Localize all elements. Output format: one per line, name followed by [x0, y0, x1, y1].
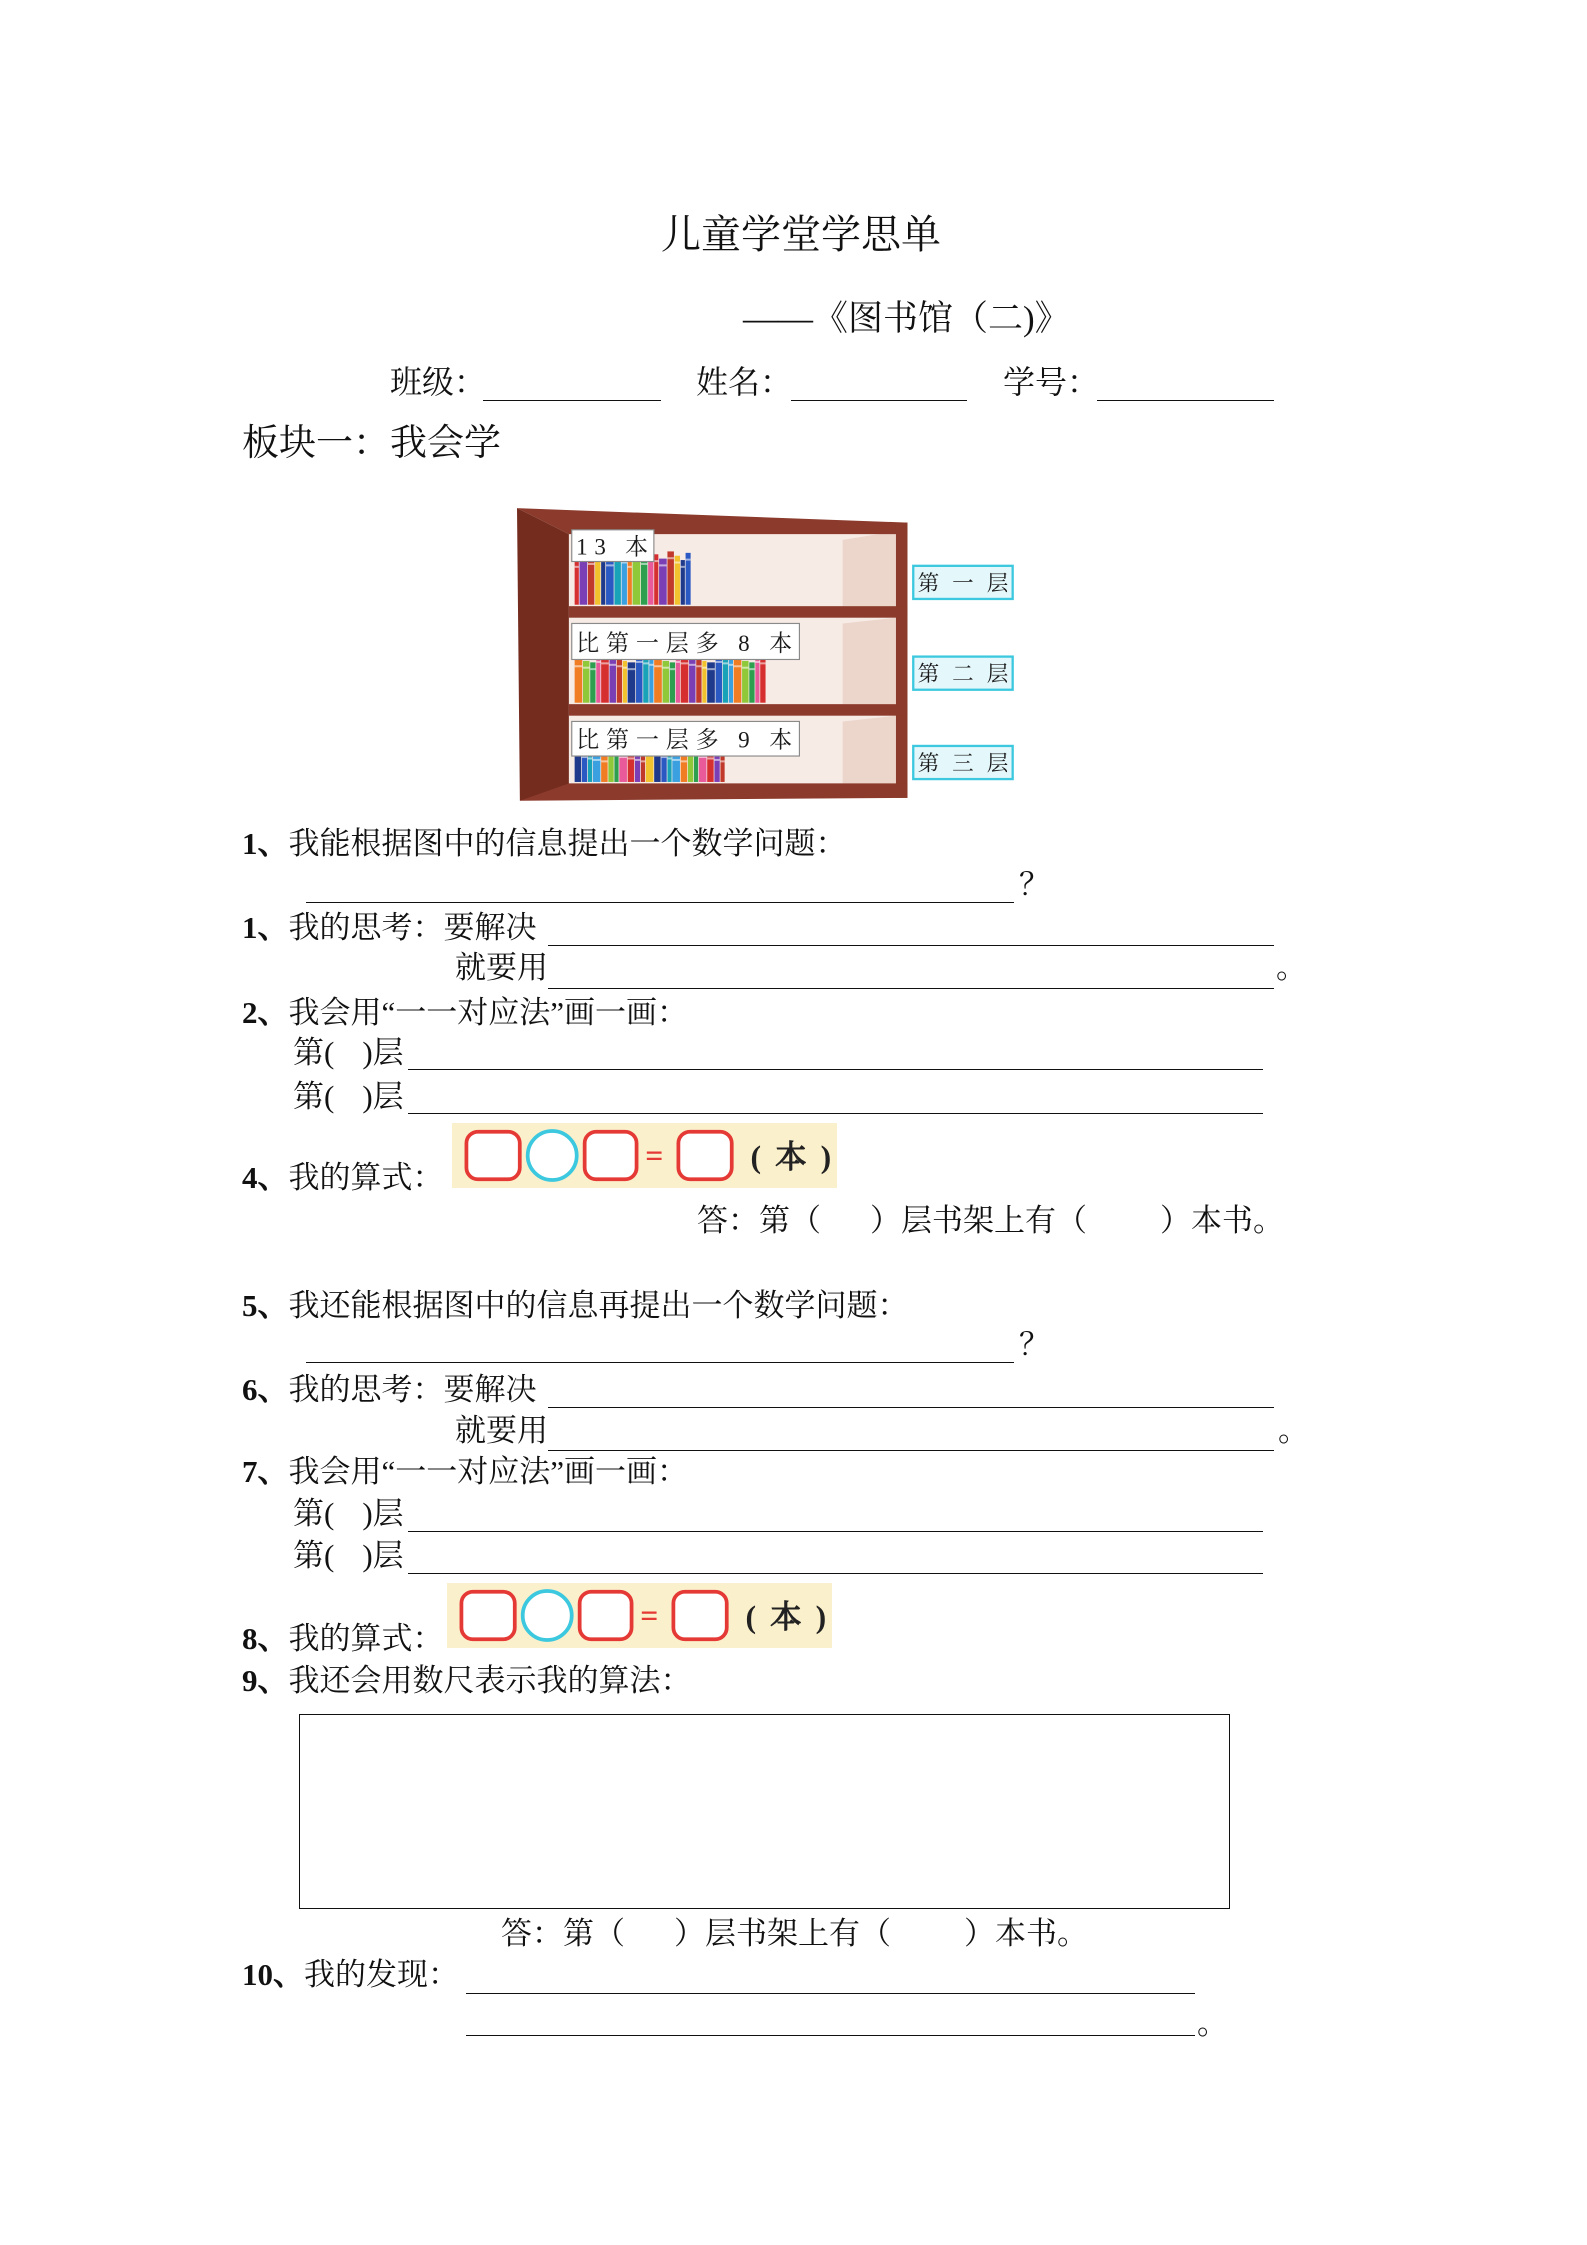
shelf-3-count-text: 比第一层多 9 本 [576, 726, 793, 753]
book-spine-band [676, 661, 680, 663]
book-spine-band [588, 563, 594, 565]
question-5 [242, 1290, 909, 1322]
question-text: 我的算式： [288, 1621, 444, 1656]
drawing-line [408, 1113, 1263, 1114]
operator-circle [528, 1131, 577, 1180]
book-spine-band [636, 661, 642, 663]
book-spine-band [670, 668, 675, 670]
book-spine-band [720, 760, 724, 762]
book-spine-band [696, 665, 701, 667]
book-spine [635, 753, 640, 782]
thinking-prompt [242, 912, 537, 944]
class-label: 班级： [390, 364, 487, 400]
drawing-line [408, 1573, 1263, 1574]
discovery-prompt [242, 1959, 459, 1991]
book-spine-band [575, 665, 583, 667]
question-text: 我还会用数尺表示我的算法： [288, 1663, 692, 1698]
question-answer-blank [306, 902, 1014, 903]
shelf-left-panel [517, 508, 569, 801]
answer-text: ）层书架上有（ [870, 1203, 1087, 1238]
shelf-right-edge [896, 523, 908, 798]
drawing-line [408, 1069, 1263, 1070]
method-blank [548, 988, 1274, 989]
book-spine [601, 755, 607, 782]
question-number: 5、 [242, 1288, 289, 1323]
book-spine-band [742, 667, 748, 669]
book-spine-band [729, 664, 733, 666]
use-label: 就要用 [455, 950, 548, 985]
shelf-2-count-text: 比第一层多 8 本 [576, 629, 793, 656]
book-spine [714, 753, 719, 782]
discovery-blank [466, 2035, 1195, 2036]
book-spine-band [702, 667, 706, 669]
drawing-line [408, 1531, 1263, 1532]
book-spine-band [575, 566, 579, 568]
formula-svg [447, 1583, 832, 1648]
book-spine-band [707, 757, 713, 759]
question-number: 2、 [242, 995, 289, 1030]
equals-sign: = [645, 1138, 664, 1174]
name-blank [791, 400, 967, 401]
book-spine-band [583, 667, 589, 669]
period-mark: 。 [1197, 2006, 1228, 2041]
question-number: 7、 [242, 1454, 289, 1489]
book-spine-band [623, 667, 627, 669]
question-1 [242, 828, 847, 860]
worksheet-subtitle: ——《图书馆（二)》 [743, 299, 1070, 338]
book-spine-band [755, 661, 759, 663]
formula-prompt [242, 1162, 444, 1194]
question-number: 1、 [242, 910, 289, 945]
question-text: 我的发现： [304, 1957, 459, 1992]
question-text: 我还能根据图中的信息再提出一个数学问题： [288, 1288, 909, 1323]
equals-sign: = [640, 1598, 659, 1634]
question-text: 我的思考：要解决 [288, 910, 537, 945]
book-spine [593, 753, 601, 782]
question-number: 6、 [242, 1372, 289, 1407]
worksheet-title: 儿童学堂学思单 [661, 212, 941, 257]
answer-sentence [697, 1205, 1284, 1237]
floor-2-label: 第二层 [917, 662, 1009, 687]
book-spine-band [641, 760, 645, 762]
book-spine-band [760, 662, 765, 664]
number-box [466, 1132, 519, 1180]
book-spine-band [714, 759, 719, 761]
book-spine-band [610, 664, 616, 666]
question-number: 4、 [242, 1160, 289, 1195]
book-spine-band [606, 564, 614, 566]
book-spine [641, 755, 645, 782]
formula-template [452, 1123, 837, 1188]
book-spine-band [681, 566, 685, 568]
question-mark: ？ [1019, 1327, 1050, 1362]
book-spine-band [588, 757, 592, 759]
book-spine-band [659, 564, 667, 566]
floor-suffix: )层 [362, 1035, 404, 1070]
floor-prefix: 第( [293, 1035, 335, 1070]
floor-blank-row [293, 1037, 404, 1069]
number-box [461, 1592, 514, 1640]
answer-sentence [501, 1918, 1088, 1950]
answer-text: ）层书架上有（ [674, 1916, 891, 1951]
floor-prefix: 第( [293, 1538, 335, 1573]
book-spine [672, 753, 680, 782]
book-spine-band [723, 662, 728, 664]
book-spine-band [663, 667, 669, 669]
draw-prompt [242, 1456, 688, 1488]
floor-suffix: )层 [362, 1079, 404, 1114]
book-spine-band [707, 668, 715, 670]
book-spine-band [628, 566, 632, 568]
question-text: 我会用“一一对应法”画一画： [288, 995, 689, 1030]
book-spine [681, 755, 687, 782]
book-spine-band [749, 668, 754, 670]
answer-text: ）本书。 [964, 1916, 1088, 1951]
shelf-board-2 [569, 704, 908, 716]
book-spine-band [601, 662, 609, 664]
solve-blank [548, 1407, 1274, 1408]
book-spine-band [593, 759, 601, 761]
book-spine-band [716, 661, 722, 663]
answer-text: 答：第（ [501, 1916, 625, 1951]
book-spine-band [635, 759, 640, 761]
floor-prefix: 第( [293, 1079, 335, 1114]
question-text: 我的思考：要解决 [288, 1372, 537, 1407]
book-spine-band [617, 665, 622, 667]
question-text: 我会用“一一对应法”画一画： [288, 1454, 689, 1489]
question-answer-blank [306, 1362, 1014, 1363]
student-number-label: 学号： [1003, 364, 1100, 400]
formula-template [447, 1583, 832, 1648]
book-spine-band [628, 668, 636, 670]
floor-3-label: 第三层 [917, 751, 1009, 776]
floor-blank-row [293, 1081, 404, 1113]
shelf-board-1 [569, 606, 908, 618]
floor-blank-row [293, 1498, 404, 1530]
book-spine-band [689, 664, 695, 666]
book-spine-band [672, 759, 680, 761]
question-number: 10、 [242, 1957, 304, 1992]
result-box [673, 1592, 726, 1640]
shelf-inner-side [843, 531, 896, 606]
question-number: 9、 [242, 1663, 289, 1698]
number-box [585, 1132, 637, 1180]
unit-label: (本) [750, 1139, 832, 1175]
book-spine [667, 551, 673, 604]
question-text: 我能根据图中的信息提出一个数学问题： [288, 826, 847, 861]
section-title: 板块一：我会学 [242, 423, 501, 464]
operator-circle [523, 1591, 572, 1640]
shelf-inner-side [843, 618, 896, 704]
shelf-1-count-text: 13 本 [576, 533, 649, 560]
draw-prompt [242, 997, 688, 1029]
formula-svg [452, 1123, 837, 1188]
result-box [678, 1132, 731, 1180]
book-spine-band [681, 662, 689, 664]
period-mark: 。 [1276, 950, 1307, 985]
book-spine-band [643, 662, 648, 664]
number-line-prompt [242, 1665, 692, 1697]
book-spine-band [654, 560, 658, 562]
floor-suffix: )层 [362, 1538, 404, 1573]
number-box [580, 1592, 632, 1640]
floor-suffix: )层 [362, 1496, 404, 1531]
thinking-prompt [242, 1374, 537, 1406]
book-spine-band [681, 760, 687, 762]
period-mark: 。 [1278, 1413, 1309, 1448]
class-blank [483, 400, 661, 401]
bookshelf-illustration [517, 505, 1017, 801]
answer-text: ）本书。 [1160, 1203, 1284, 1238]
book-spine-band [734, 665, 742, 667]
unit-label: (本) [745, 1599, 827, 1635]
bookshelf-svg [517, 505, 1017, 801]
book-spine-band [601, 760, 607, 762]
answer-text: 答：第（ [697, 1203, 821, 1238]
book-spine [686, 553, 691, 605]
book-spine-band [641, 563, 647, 565]
book-spine-band [667, 557, 673, 559]
method-blank [548, 1450, 1274, 1451]
book-spine-band [596, 661, 600, 663]
student-number-blank [1097, 400, 1274, 401]
book-spine-band [667, 757, 671, 759]
use-label: 就要用 [455, 1413, 548, 1448]
shelf-bottom-board [520, 783, 908, 800]
solve-blank [548, 945, 1274, 946]
shelf-inner-side [843, 716, 896, 784]
book-spine-band [675, 562, 680, 564]
discovery-blank [466, 1993, 1195, 1994]
question-mark: ？ [1019, 867, 1050, 902]
book-spine-band [590, 668, 595, 670]
question-number: 8、 [242, 1621, 289, 1656]
book-spine-band [686, 559, 691, 561]
question-text: 我的算式： [288, 1160, 444, 1195]
name-label: 姓名： [696, 364, 793, 400]
book-spine-band [654, 665, 662, 667]
book-spine-band [628, 757, 634, 759]
floor-1-label: 第一层 [917, 571, 1009, 596]
floor-blank-row [293, 1540, 404, 1572]
question-number: 1、 [242, 826, 289, 861]
book-spine-band [649, 664, 653, 666]
floor-prefix: 第( [293, 1496, 335, 1531]
number-line-drawing-box [299, 1714, 1230, 1909]
formula-prompt [242, 1623, 444, 1655]
book-spine [720, 755, 724, 782]
